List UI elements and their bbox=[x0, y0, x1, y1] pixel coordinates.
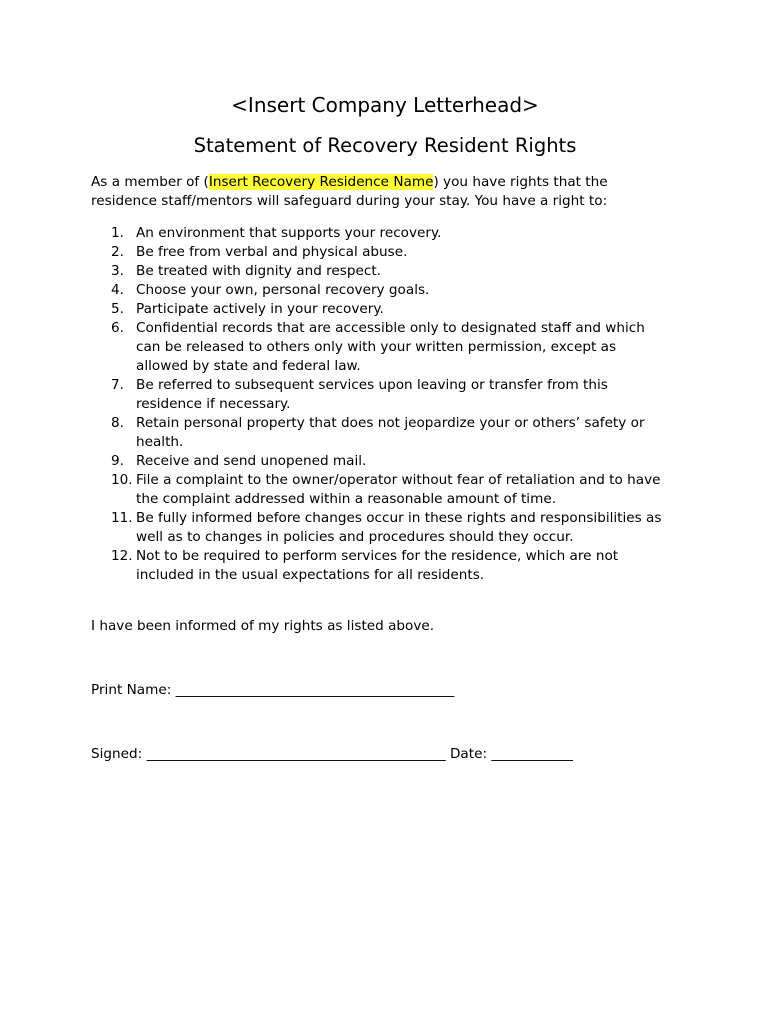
right-item-number: 10. bbox=[111, 472, 133, 488]
signed-label: Signed: bbox=[91, 746, 143, 762]
right-item-text: Be referred to subsequent services upon leaving or transfer from this bbox=[136, 377, 608, 393]
right-item bbox=[91, 243, 681, 262]
signature-field[interactable]: ____________________________________________ bbox=[146, 746, 446, 762]
right-item-number: 12. bbox=[111, 548, 133, 564]
right-item-text: An environment that supports your recovery. bbox=[136, 225, 442, 241]
right-item-number: 1. bbox=[111, 225, 124, 241]
right-item bbox=[91, 509, 681, 547]
right-item-number: 8. bbox=[111, 415, 124, 431]
signature-line bbox=[91, 745, 573, 764]
right-item-text: Not to be required to perform services for the residence, which are not bbox=[136, 548, 619, 564]
intro-paragraph bbox=[91, 173, 681, 211]
right-item-number: 9. bbox=[111, 453, 124, 469]
right-item-text: Be treated with dignity and respect. bbox=[136, 263, 381, 279]
right-item bbox=[91, 452, 681, 471]
print-name-label: Print Name: bbox=[91, 682, 172, 698]
right-item-text: the complaint addressed within a reasonable amount of time. bbox=[136, 491, 557, 507]
right-item-number: 4. bbox=[111, 282, 124, 298]
intro-text-before: As a member of ( bbox=[91, 174, 209, 190]
acknowledgement-statement: I have been informed of my rights as listed above. bbox=[91, 618, 435, 634]
company-letterhead-placeholder: <Insert Company Letterhead> bbox=[231, 93, 539, 117]
right-item bbox=[91, 262, 681, 281]
right-item bbox=[91, 224, 681, 243]
print-name-line bbox=[91, 681, 454, 700]
right-item-number: 2. bbox=[111, 244, 124, 260]
right-item-text: Participate actively in your recovery. bbox=[136, 301, 384, 317]
right-item-text: included in the usual expectations for all residents. bbox=[136, 567, 485, 583]
right-item bbox=[91, 547, 681, 585]
right-item-text: Retain personal property that does not jeopardize your or others’ safety or bbox=[136, 415, 645, 431]
right-item-text: allowed by state and federal law. bbox=[136, 358, 361, 374]
right-item-text: residence if necessary. bbox=[136, 396, 291, 412]
page-title: Statement of Recovery Resident Rights bbox=[193, 134, 577, 157]
print-name-field[interactable]: _________________________________________ bbox=[175, 682, 455, 698]
right-item-text: File a complaint to the owner/operator without fear of retaliation and to have bbox=[136, 472, 661, 488]
right-item bbox=[91, 281, 681, 300]
right-item-text: Confidential records that are accessible only to designated staff and which bbox=[136, 320, 645, 336]
right-item-number: 5. bbox=[111, 301, 124, 317]
right-item bbox=[91, 319, 681, 376]
intro-text-line2: residence staff/mentors will safeguard during your stay. You have a right to: bbox=[91, 193, 608, 209]
right-item-number: 11. bbox=[111, 510, 133, 526]
date-field[interactable]: ____________ bbox=[491, 746, 573, 762]
rights-list bbox=[91, 224, 681, 585]
right-item bbox=[91, 414, 681, 452]
date-label: Date: bbox=[449, 746, 488, 762]
right-item bbox=[91, 300, 681, 319]
right-item bbox=[91, 376, 681, 414]
right-item-text: can be released to others only with your written permission, except as bbox=[136, 339, 617, 355]
intro-text-after: ) you have rights that the bbox=[433, 174, 608, 190]
right-item-text: Choose your own, personal recovery goals. bbox=[136, 282, 430, 298]
right-item-text: well as to changes in policies and procedures should they occur. bbox=[136, 529, 574, 545]
right-item-text: Receive and send unopened mail. bbox=[136, 453, 367, 469]
right-item-text: Be fully informed before changes occur in these rights and responsibilities as bbox=[136, 510, 662, 526]
right-item-text: health. bbox=[136, 434, 184, 450]
right-item-text: Be free from verbal and physical abuse. bbox=[136, 244, 408, 260]
right-item-number: 3. bbox=[111, 263, 124, 279]
right-item-number: 7. bbox=[111, 377, 124, 393]
residence-name-placeholder: Insert Recovery Residence Name bbox=[208, 174, 434, 190]
right-item bbox=[91, 471, 681, 509]
right-item-number: 6. bbox=[111, 320, 124, 336]
